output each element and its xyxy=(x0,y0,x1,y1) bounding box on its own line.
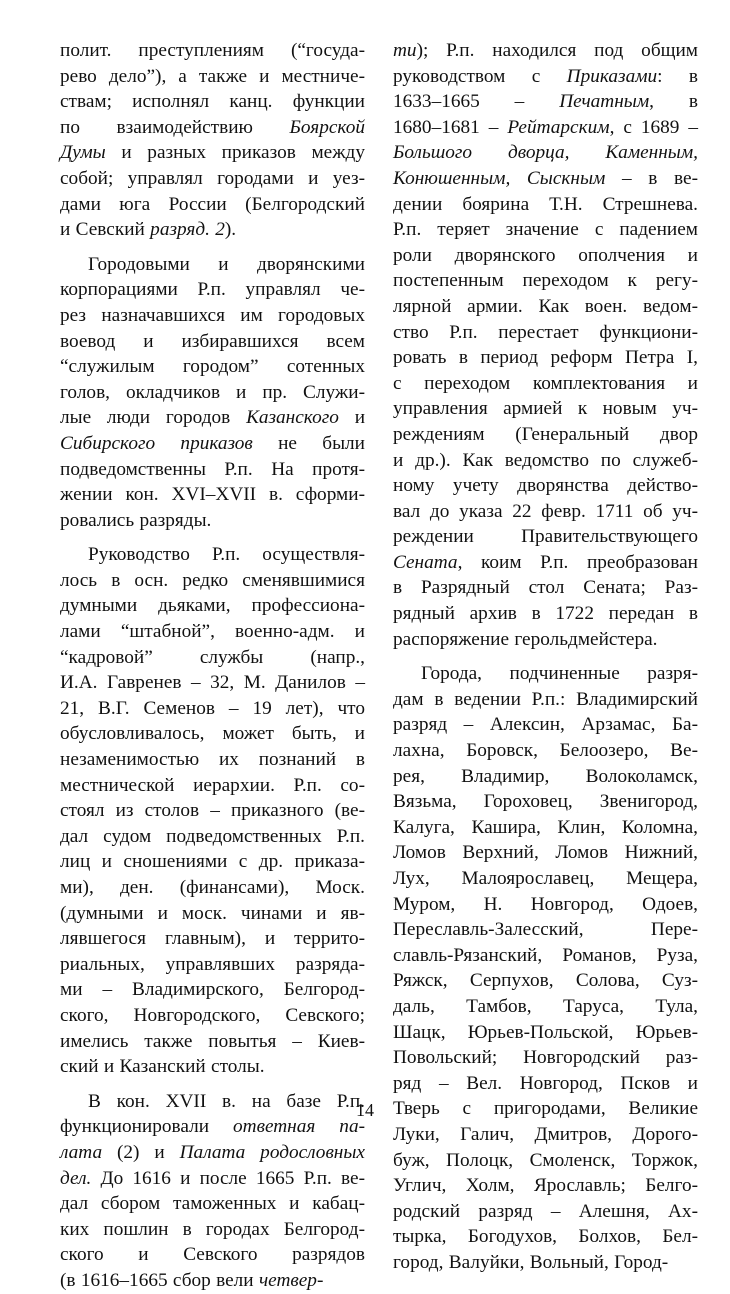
text-line xyxy=(60,721,365,747)
text-line xyxy=(60,252,365,278)
text-line xyxy=(393,575,698,601)
text-run: Луки, Галич, Дмитров, Дорого- xyxy=(393,1123,698,1145)
text-run: лами “штабной”, военно-адм. и xyxy=(60,621,365,643)
text-run: постепенным переходом к регу- xyxy=(393,270,698,292)
text-line xyxy=(60,670,365,696)
text-line xyxy=(393,64,698,90)
italic-text: Сената xyxy=(393,551,458,573)
text-run: ровать в период реформ Петра I, xyxy=(393,347,698,369)
text-line xyxy=(393,294,698,320)
text-line xyxy=(393,661,698,687)
italic-text: Рейтарским xyxy=(507,116,610,138)
text-line xyxy=(393,1199,698,1225)
text-run: До 1616 и после 1665 Р.п. ве- xyxy=(91,1167,365,1189)
text-line xyxy=(60,747,365,773)
text-run: ких пошлин в городах Белгород- xyxy=(60,1218,365,1240)
text-run: руководством с xyxy=(393,65,567,87)
text-line xyxy=(60,593,365,619)
text-line xyxy=(393,192,698,218)
text-run: ский и Казанский столы. xyxy=(60,1056,265,1078)
right-column xyxy=(393,38,698,1276)
text-run: не были xyxy=(252,432,365,454)
text-run: по взаимодействию xyxy=(60,116,290,138)
text-run: в Разрядный стол Сената; Раз- xyxy=(393,577,698,599)
text-line xyxy=(60,1054,365,1080)
italic-text: Палата родословных xyxy=(179,1141,365,1163)
text-line xyxy=(393,687,698,713)
text-run: Муром, Н. Новгород, Одоев, xyxy=(393,893,698,915)
text-line xyxy=(60,875,365,901)
text-run: дал судом подведомственных Р.п. xyxy=(60,825,365,847)
text-line xyxy=(60,303,365,329)
text-line xyxy=(393,815,698,841)
text-run: И.А. Гавренев – 32, М. Данилов – xyxy=(60,672,365,694)
italic-text: четвер- xyxy=(258,1269,324,1291)
text-run: ствам; исполнял канц. функции xyxy=(60,91,365,113)
text-run: стоял из столов – приказного (ве- xyxy=(60,800,365,822)
text-run: Р.п. теряет значение с падением xyxy=(393,219,698,241)
paragraph xyxy=(393,661,698,1275)
text-run: , в xyxy=(649,91,698,113)
italic-text: Думы xyxy=(60,142,106,164)
text-run: рядный архив в 1722 передан в xyxy=(393,603,698,625)
text-run: с переходом комплектования и xyxy=(393,372,698,394)
text-run: лярной армии. Как воен. ведом- xyxy=(393,295,698,317)
text-line xyxy=(393,550,698,576)
paragraph-gap xyxy=(60,533,365,542)
text-run: ); Р.п. находился под общим xyxy=(416,40,698,61)
text-line xyxy=(393,627,698,653)
text-line xyxy=(60,482,365,508)
text-run: Калуга, Кашира, Клин, Коломна, xyxy=(393,816,698,838)
italic-text: Боярской xyxy=(289,116,365,138)
text-line xyxy=(60,38,365,64)
text-line xyxy=(60,696,365,722)
text-run: 21, В.Г. Семенов – 19 лет), что xyxy=(60,697,365,719)
text-line xyxy=(393,1122,698,1148)
text-line xyxy=(393,789,698,815)
text-run: Лух, Малоярославец, Мещера, xyxy=(393,868,698,889)
text-run: жении кон. XVI–XVII в. сформи- xyxy=(60,484,365,506)
text-line xyxy=(393,1020,698,1046)
text-line xyxy=(393,1250,698,1276)
text-line xyxy=(60,380,365,406)
text-run: ского, Новгородского, Севского; xyxy=(60,1004,365,1026)
text-line xyxy=(60,619,365,645)
text-run: лявшегося главным), и террито- xyxy=(60,928,365,950)
text-run: риальных, управлявших разряда- xyxy=(60,953,365,975)
text-run: дам в ведении Р.п.: Владимирский xyxy=(393,688,698,710)
text-line xyxy=(393,217,698,243)
text-line xyxy=(60,508,365,534)
text-line xyxy=(393,422,698,448)
text-line xyxy=(60,901,365,927)
text-run: Вязьма, Гороховец, Звенигород, xyxy=(393,791,698,813)
text-line xyxy=(60,277,365,303)
text-line xyxy=(60,457,365,483)
paragraph xyxy=(60,542,365,1079)
text-run: “кадровой” службы (напр., xyxy=(60,646,365,668)
text-run: лахна, Боровск, Белоозеро, Ве- xyxy=(393,740,698,762)
text-run: голов, окладчиков и пр. Служи- xyxy=(60,381,365,403)
text-line xyxy=(393,968,698,994)
text-run: дении боярина Т.Н. Стрешнева. xyxy=(393,193,698,215)
text-line xyxy=(393,601,698,627)
paragraph xyxy=(60,38,365,243)
text-run: Городовыми и дворянскими xyxy=(88,253,365,275)
paragraph xyxy=(60,252,365,534)
text-line xyxy=(60,329,365,355)
text-run: Переславль-Залесский, Пере- xyxy=(393,919,698,941)
text-line xyxy=(60,1029,365,1055)
text-run: , коим Р.п. преобразован xyxy=(457,551,698,573)
text-line xyxy=(60,1166,365,1192)
text-run: и Севский xyxy=(60,219,151,241)
text-run: имелись также повытья – Киев- xyxy=(60,1030,365,1052)
text-line xyxy=(60,1242,365,1268)
text-line xyxy=(393,738,698,764)
text-line xyxy=(393,1224,698,1250)
text-run: Повольский; Новгородский раз- xyxy=(393,1047,698,1069)
text-line xyxy=(60,926,365,952)
text-run: корпорациями Р.п. управлял че- xyxy=(60,279,365,301)
text-line xyxy=(60,952,365,978)
text-line xyxy=(393,1148,698,1174)
text-run: Тверь с пригородами, Великие xyxy=(393,1098,698,1120)
text-run: и др.). Как ведомство по служеб- xyxy=(393,449,698,471)
text-line xyxy=(60,217,365,243)
italic-text: Казанского xyxy=(246,407,339,429)
text-run: лиц и сношениями с др. приказа- xyxy=(60,851,365,873)
text-run: (2) и xyxy=(102,1141,180,1163)
text-run: В кон. XVII в. на базе Р.п. xyxy=(88,1090,365,1112)
text-line xyxy=(60,140,365,166)
text-line xyxy=(60,568,365,594)
text-line xyxy=(393,840,698,866)
text-line xyxy=(393,892,698,918)
text-line xyxy=(393,866,698,892)
text-line xyxy=(393,764,698,790)
text-run: дами юга России (Белгородский xyxy=(60,193,365,215)
text-run: функционировали xyxy=(60,1116,234,1138)
text-line xyxy=(393,473,698,499)
text-line xyxy=(393,38,698,64)
text-run: Города, подчиненные разря- xyxy=(421,663,698,685)
text-run: даль, Тамбов, Таруса, Тула, xyxy=(393,995,698,1017)
text-run: полит. преступлениям (“госуда- xyxy=(60,40,365,61)
text-line xyxy=(393,268,698,294)
text-line xyxy=(393,524,698,550)
text-run: Шацк, Юрьев-Польской, Юрьев- xyxy=(393,1021,698,1043)
text-line xyxy=(60,115,365,141)
text-line xyxy=(393,943,698,969)
text-line xyxy=(60,166,365,192)
text-line xyxy=(393,166,698,192)
text-line xyxy=(393,499,698,525)
text-line xyxy=(393,1071,698,1097)
text-run: ряд – Вел. Новгород, Псков и xyxy=(393,1072,698,1094)
text-line xyxy=(60,1140,365,1166)
text-line xyxy=(393,396,698,422)
text-run: родский разряд – Алешня, Ах- xyxy=(393,1200,698,1222)
text-run: обусловливалось, может быть, и xyxy=(60,723,365,745)
text-run: думными дьяками, профессиона- xyxy=(60,595,365,617)
text-run: рез назначавшихся им городовых xyxy=(60,304,365,326)
text-line xyxy=(60,354,365,380)
text-run: буж, Полоцк, Смоленск, Торжок, xyxy=(393,1149,698,1171)
text-line xyxy=(393,89,698,115)
text-run: 1680–1681 – xyxy=(393,116,508,138)
text-line xyxy=(393,448,698,474)
text-run: ми), ден. (финансами), Моск. xyxy=(60,877,365,898)
text-run: : в xyxy=(657,65,699,87)
text-line xyxy=(393,371,698,397)
text-run: управления армией к новым уч- xyxy=(393,398,698,420)
text-run: Ломов Верхний, Ломов Нижний, xyxy=(393,842,698,864)
text-run: разряд – Алексин, Арзамас, Ба- xyxy=(393,714,698,736)
text-line xyxy=(393,1045,698,1071)
text-run: реждении Правительствующего xyxy=(393,526,698,548)
text-line xyxy=(60,542,365,568)
text-run: распоряжение герольдмейстера. xyxy=(393,628,658,650)
text-line xyxy=(60,824,365,850)
text-run: (думными и моск. чинами и яв- xyxy=(60,902,365,924)
text-run: вал до указа 22 февр. 1711 об уч- xyxy=(393,500,698,522)
text-run: роли дворянского ополчения и xyxy=(393,244,698,266)
text-run: и xyxy=(338,407,366,429)
text-line xyxy=(393,115,698,141)
text-run: , с 1689 – xyxy=(609,116,698,138)
text-line xyxy=(60,645,365,671)
text-line xyxy=(393,320,698,346)
text-line xyxy=(60,1217,365,1243)
italic-text: ти xyxy=(393,40,417,61)
text-run: лось в осн. редко сменявшимися xyxy=(60,569,365,591)
paragraph-gap xyxy=(393,652,698,661)
text-line xyxy=(60,405,365,431)
text-run: (в 1616–1665 сбор вели xyxy=(60,1269,259,1291)
text-run: ми – Владимирского, Белгород- xyxy=(60,979,365,1001)
text-run: собой; управлял городами и уез- xyxy=(60,167,365,189)
text-run: воевод и избиравшихся всем xyxy=(60,330,365,352)
italic-text: дел. xyxy=(60,1167,92,1189)
text-run: незаменимостью их познаний в xyxy=(60,749,365,771)
text-run: подведомственны Р.п. На протя- xyxy=(60,458,365,480)
italic-text: Большого дворца, Каменным, xyxy=(393,142,698,164)
text-run: рея, Владимир, Волоколамск, xyxy=(393,765,698,787)
text-line xyxy=(60,192,365,218)
text-run: ского и Севского разрядов xyxy=(60,1244,365,1266)
text-run: ному учету дворянства действо- xyxy=(393,475,698,497)
italic-text: Сибирского приказов xyxy=(60,432,253,454)
paragraph-gap xyxy=(60,243,365,252)
text-run: ). xyxy=(224,219,237,241)
text-run: 1633–1665 – xyxy=(393,91,560,113)
italic-text: лата xyxy=(60,1141,103,1163)
text-run: реждениям (Генеральный двор xyxy=(393,423,698,445)
text-line xyxy=(393,994,698,1020)
text-run: город, Валуйки, Вольный, Город- xyxy=(393,1251,669,1273)
text-line xyxy=(60,64,365,90)
text-run: ровались разряды. xyxy=(60,509,212,531)
text-run: Углич, Холм, Ярославль; Белго- xyxy=(393,1175,698,1197)
text-run: славль-Рязанский, Романов, Руза, xyxy=(393,944,698,966)
text-line xyxy=(393,140,698,166)
text-line xyxy=(60,1268,365,1294)
paragraph xyxy=(393,38,698,652)
text-line xyxy=(60,798,365,824)
text-run: местнической иерархии. Р.п. со- xyxy=(60,774,365,796)
page-number: 14 xyxy=(356,1100,374,1120)
italic-text: Печатным xyxy=(559,91,650,113)
italic-text: Приказами xyxy=(566,65,658,87)
text-line xyxy=(393,345,698,371)
text-run: дал сбором таможенных и кабац- xyxy=(60,1193,365,1215)
italic-text: ответная па- xyxy=(233,1116,366,1138)
text-line xyxy=(60,1191,365,1217)
text-line xyxy=(393,243,698,269)
text-run: тырка, Богодухов, Болхов, Бел- xyxy=(393,1226,698,1248)
text-run: рево дело”), а также и местниче- xyxy=(60,65,365,87)
text-line xyxy=(393,712,698,738)
text-run: ство Р.п. перестает функциони- xyxy=(393,321,698,343)
italic-text: разряд. 2 xyxy=(150,219,225,241)
italic-text: Конюшенным, Сыскным xyxy=(393,167,606,189)
text-line xyxy=(393,1173,698,1199)
text-run: “служилым городом” сотенных xyxy=(60,356,365,378)
text-line xyxy=(60,431,365,457)
text-line xyxy=(60,849,365,875)
text-line xyxy=(60,1003,365,1029)
text-run: лые люди городов xyxy=(60,407,247,429)
paragraph-gap xyxy=(60,1080,365,1089)
text-line xyxy=(60,89,365,115)
text-line xyxy=(393,917,698,943)
text-run: Руководство Р.п. осуществля- xyxy=(88,544,365,566)
text-run: – в ве- xyxy=(605,167,698,189)
text-run: Ряжск, Серпухов, Солова, Суз- xyxy=(393,970,698,992)
text-line xyxy=(60,773,365,799)
text-line xyxy=(60,977,365,1003)
text-run: и разных приказов между xyxy=(105,142,365,164)
